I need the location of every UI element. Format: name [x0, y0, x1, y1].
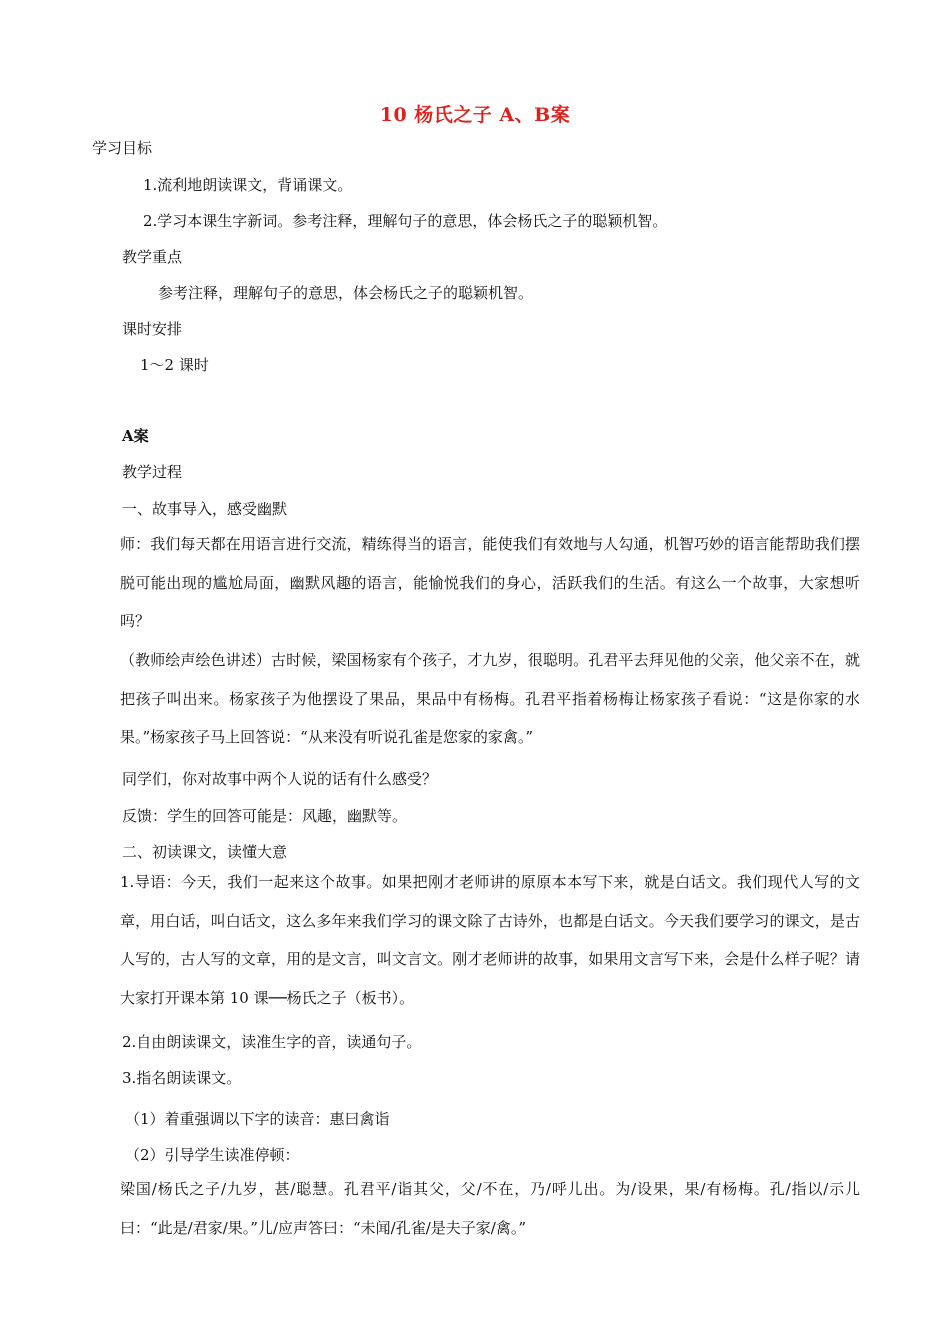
- objective-item: 2.学习本课生字新词。参考注释，理解句子的意思，体会杨氏之子的聪颖机智。: [143, 212, 668, 230]
- objectives-heading: 学习目标: [92, 139, 153, 157]
- focus-text: 参考注释，理解句子的意思，体会杨氏之子的聪颖机智。: [158, 284, 534, 302]
- objective-item: 1.流利地朗读课文，背诵课文。: [143, 176, 353, 194]
- teacher-intro-paragraph: 师：我们每天都在用语言进行交流，精练得当的语言，能使我们有效地与人勾通，机智巧妙的语言能帮助我们摆脱可能出现的尴尬局面，幽默风趣的语言，能愉悦我们的身心，活跃我们的生活。有这么一个故事，大家想听吗？: [120, 535, 860, 630]
- pauses-paragraph: 梁国/杨氏之子/九岁，甚/聪慧。孔君平/诣其父，父/不在，乃/呼儿出。为/设果，果/有杨梅。孔/指以/示儿曰：“此是/君家/果。”儿/应声答曰：“未闻/孔雀/是夫子家/禽。”: [120, 1180, 860, 1237]
- schedule-text: 1～2 课时: [140, 356, 209, 374]
- process-heading: 教学过程: [122, 463, 183, 481]
- section-heading: 一、故事导入，感受幽默: [122, 500, 288, 518]
- section-heading: 二、初读课文，读懂大意: [122, 843, 288, 861]
- sub-step-text: （2）引导学生读准停顿：: [125, 1146, 300, 1164]
- focus-heading: 教学重点: [122, 248, 183, 266]
- step-text: 3.指名朗读课文。: [122, 1069, 242, 1087]
- sub-step-text: （1）着重强调以下字的读音：惠曰禽诣: [125, 1110, 390, 1128]
- step-text: 2.自由朗读课文，读准生字的音，读通句子。: [122, 1033, 422, 1051]
- document-title: 10 杨氏之子 A、B案: [379, 104, 571, 126]
- story-paragraph: （教师绘声绘色讲述）古时候，梁国杨家有个孩子，才九岁，很聪明。孔君平去拜见他的父亲，他父亲不在，就把孩子叫出来。杨家孩子为他摆设了果品，果品中有杨梅。孔君平指着杨梅让杨家孩子看说：“这是你家的水果。”杨家孩子马上回答说：“从来没有听说孔雀是您家的家禽。”: [120, 651, 860, 746]
- feedback-text: 反馈：学生的回答可能是：风趣，幽默等。: [122, 807, 408, 825]
- guide-paragraph: 1.导语：今天，我们一起来这个故事。如果把刚才老师讲的原原本本写下来，就是白话文。我们现代人写的文章，用白话，叫白话文，这么多年来我们学习的课文除了古诗外，也都是白话文。今天我们要学习的课文，是古人写的，古人写的文章，用的是文言，叫文言文。刚才老师讲的故事，如果用文言写下来，会是什么样子呢？请大家打开课本第 10 课──杨氏之子（板书）。: [120, 873, 860, 1007]
- question-text: 同学们，你对故事中两个人说的话有什么感受？: [122, 770, 438, 788]
- plan-a-label: A案: [122, 427, 149, 445]
- schedule-heading: 课时安排: [122, 320, 183, 338]
